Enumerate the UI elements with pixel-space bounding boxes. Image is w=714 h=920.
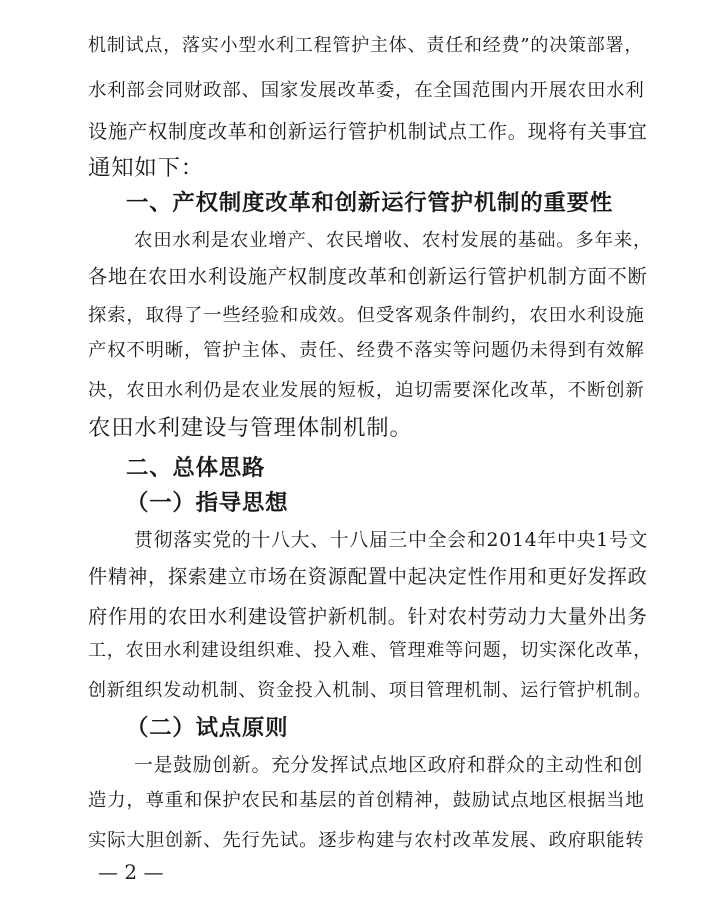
section-heading-2: 二、总体思路 [126, 455, 266, 481]
body-text-line: 决，农田水利仍是农业发展的短板，迫切需要深化改革，不断创新 [88, 380, 645, 401]
body-text-line: 设施产权制度改革和创新运行管护机制试点工作。现将有关事宜 [88, 120, 648, 143]
body-text-line: 产权不明晰，管护主体、责任、经费不落实等问题仍未得到有效解 [88, 340, 645, 361]
body-text-line: 探索，取得了一些经验和成效。但受客观条件制约，农田水利设施 [88, 305, 645, 326]
body-text-line: 创新组织发动机制、资金投入机制、项目管理机制、运行管护机制。 [88, 680, 652, 701]
body-text-line: 各地在农田水利设施产权制度改革和创新运行管护机制方面不断 [88, 265, 648, 288]
section-heading-1: 一、产权制度改革和创新运行管护机制的重要性 [126, 190, 614, 216]
subsection-heading-1: （一）指导思想 [126, 490, 289, 516]
body-text-line: 水利部会同财政部、国家发展改革委，在全国范围内开展农田水利 [88, 80, 645, 101]
body-text-line: 机制试点，落实小型水利工程管护主体、责任和经费”的决策部署， [88, 35, 644, 56]
body-text-line: 农田水利是农业增产、农民增收、农村发展的基础。多年来， [134, 230, 653, 251]
body-text-line: 通知如下： [88, 155, 204, 181]
body-text-line: 贯彻落实党的十八大、十八届三中全会和2014年中央1号文 [134, 530, 649, 551]
body-text-line: 府作用的农田水利建设管护新机制。针对农村劳动力大量外出务 [88, 605, 648, 628]
page-number: — 2 — [98, 860, 164, 884]
body-text-line: 一是鼓励创新。充分发挥试点地区政府和群众的主动性和创 [134, 755, 644, 776]
body-text-line: 农田水利建设与管理体制机制。 [88, 415, 413, 441]
body-text-line: 工，农田水利建设组织难、投入难、管理难等问题，切实深化改革， [88, 640, 652, 661]
body-text-line: 实际大胆创新、先行先试。逐步构建与农村改革发展、政府职能转 [88, 830, 645, 851]
body-text-line: 件精神，探索建立市场在资源配置中起决定性作用和更好发挥政 [88, 565, 648, 588]
subsection-heading-2: （二）试点原则 [126, 715, 289, 741]
body-text-line: 造力，尊重和保护农民和基层的首创精神，鼓励试点地区根据当地 [88, 790, 645, 811]
